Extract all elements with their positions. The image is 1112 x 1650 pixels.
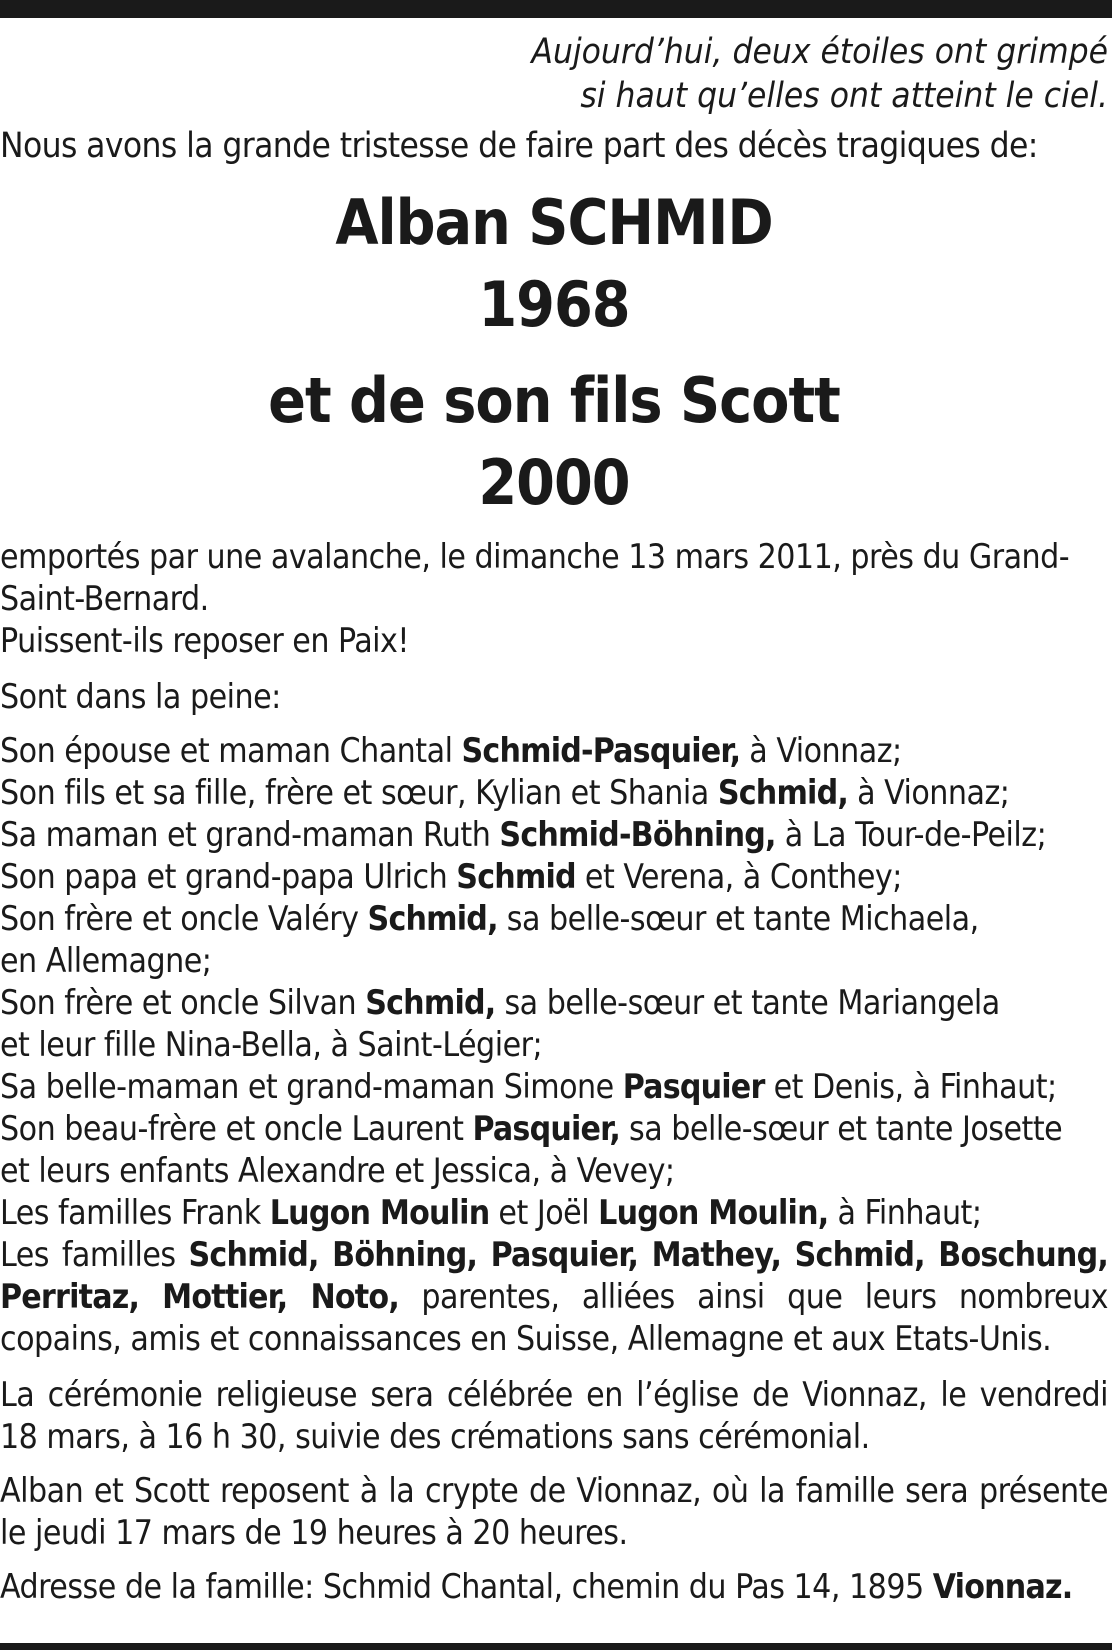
mourners-families — [0, 1234, 1108, 1360]
mourner-line — [0, 1108, 1108, 1150]
family-address — [0, 1566, 1108, 1608]
circumstances — [0, 536, 1108, 662]
mourners-families-pre: Les familles — [0, 1235, 189, 1274]
mourner-line — [0, 814, 1108, 856]
deceased-block — [0, 182, 1108, 524]
family-address-town: Vionnaz. — [932, 1567, 1073, 1606]
mourner-line — [0, 772, 1108, 814]
mourner-line-surname: Schmid-Pasquier, — [461, 731, 741, 770]
deceased-name-2: et de son fils Scott — [268, 364, 840, 437]
mourners-lugon — [0, 1192, 1108, 1234]
mourner-line — [0, 1024, 1108, 1066]
mourner-line-text: à Vionnaz; — [740, 731, 902, 770]
epigraph-line-1: Aujourd’hui, deux étoiles ont grimpé — [531, 32, 1108, 72]
mourner-line-text: Son frère et oncle Silvan — [0, 983, 366, 1022]
mourner-line-text: en Allemagne; — [0, 941, 212, 980]
mourner-line-text: sa belle-sœur et tante Michaela, — [497, 899, 979, 938]
mourner-line-surname: Schmid, — [367, 899, 498, 938]
mourner-line-text: à La Tour-de-Peilz; — [775, 815, 1047, 854]
circumstances-line-3: Puissent-ils reposer en Paix! — [0, 621, 409, 660]
top-rule — [0, 0, 1112, 18]
deceased-name-1: Alban SCHMID — [335, 186, 773, 259]
mourner-line-surname: Schmid, — [717, 773, 848, 812]
mourner-line-surname: Pasquier — [622, 1067, 765, 1106]
mourner-line-surname: Pasquier, — [472, 1109, 620, 1148]
deceased-year-1: 1968 — [478, 268, 630, 341]
mourner-line-text: Sa belle-maman et grand-maman Simone — [0, 1067, 623, 1106]
mourner-line-text: sa belle-sœur et tante Mariangela — [495, 983, 1000, 1022]
mourner-line — [0, 940, 1108, 982]
mourner-line — [0, 982, 1108, 1024]
mourners-lugon-post: à Finhaut; — [828, 1193, 982, 1232]
obituary-notice — [0, 30, 1108, 1608]
mourners-lugon-pre: Les familles Frank — [0, 1193, 270, 1232]
mourner-line-text: Son épouse et maman Chantal — [0, 731, 462, 770]
mourners-lugon-mid: et Joël — [489, 1193, 599, 1232]
mourners-lugon-name-1: Lugon Moulin — [269, 1193, 490, 1232]
mourners-families-names: Schmid, Böhning, Pasquier, Mathey, Schmid, Boschung, Perritaz, Mottier, Noto, — [0, 1235, 1108, 1316]
mourner-line-surname: Schmid — [456, 857, 576, 896]
spacer — [0, 346, 1108, 360]
mourner-line — [0, 730, 1108, 772]
deceased-year-2: 2000 — [478, 446, 630, 519]
mourner-line-surname: Schmid, — [365, 983, 496, 1022]
mourner-line-text: et Denis, à Finhaut; — [764, 1067, 1057, 1106]
mourner-line-text: Sa maman et grand-maman Ruth — [0, 815, 500, 854]
mourners-list — [0, 730, 1108, 1192]
mourner-line — [0, 856, 1108, 898]
mourner-line-text: Son beau-frère et oncle Laurent — [0, 1109, 473, 1148]
epigraph-line-2: si haut qu’elles ont atteint le ciel. — [580, 76, 1108, 116]
family-address-text: Adresse de la famille: Schmid Chantal, chemin du Pas 14, 1895 — [0, 1567, 933, 1606]
mourner-line-text: Son fils et sa fille, frère et sœur, Kylian et Shania — [0, 773, 718, 812]
circumstances-line-1: emportés par une avalanche, le dimanche 13 mars 2011, près du Grand- — [0, 537, 1070, 576]
circumstances-line-2: Saint-Bernard. — [0, 579, 209, 618]
mourner-line-text: à Vionnaz; — [848, 773, 1010, 812]
mourners-families-post: parentes, alliées ainsi que leurs nombreux copains, amis et connaissances en Suisse, Allemagne et aux Etats-Unis. — [0, 1277, 1108, 1358]
mourner-line-text: Son frère et oncle Valéry — [0, 899, 368, 938]
mourner-line — [0, 898, 1108, 940]
mourner-line-text: et leur fille Nina-Bella, à Saint-Légier; — [0, 1025, 543, 1064]
visitation-text: Alban et Scott reposent à la crypte de Vionnaz, où la famille sera présente le jeudi 17 mars de 19 heures à 20 heures. — [0, 1471, 1108, 1552]
intro-text: Nous avons la grande tristesse de faire part des décès tragiques de: — [0, 126, 1038, 166]
mourners-heading: Sont dans la peine: — [0, 677, 281, 716]
mourner-line-surname: Schmid-Böhning, — [499, 815, 776, 854]
epigraph — [0, 30, 1108, 118]
mourner-line-text: Son papa et grand-papa Ulrich — [0, 857, 457, 896]
mourner-line — [0, 1150, 1108, 1192]
mourner-line-text: et Verena, à Conthey; — [575, 857, 902, 896]
mourner-line-text: sa belle-sœur et tante Josette — [619, 1109, 1063, 1148]
bottom-rule — [0, 1643, 1112, 1650]
mourner-line — [0, 1066, 1108, 1108]
mourner-line-text: et leurs enfants Alexandre et Jessica, à Vevey; — [0, 1151, 675, 1190]
mourners-lugon-name-2: Lugon Moulin, — [598, 1193, 829, 1232]
ceremony-text: La cérémonie religieuse sera célébrée en l’église de Vionnaz, le vendredi 18 mars, à 16 h 30, suivie des crémations sans cérémonial. — [0, 1375, 1108, 1456]
